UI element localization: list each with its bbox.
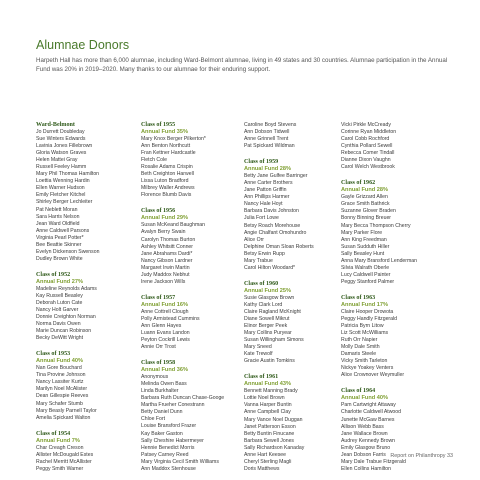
donor-name: Susan Sudduth Hiller [341,243,390,250]
donor-name: Martha Frueher Conestrann [141,402,205,409]
donor-name: Mary Dale Trabue Fitzgerald [341,458,406,465]
class-heading: Class of 1962 [341,180,376,187]
donor-name: Ruth Orr Napier [341,337,378,344]
donor-name: Damaris Steele [341,351,377,358]
class-heading: Class of 1959 [244,159,279,166]
donor-name: Betty Buntin Finucane [244,430,295,437]
donor-name-list [244,388,340,473]
donor-name: Peggy Stanford Palmer [341,278,395,285]
donor-name: Anne Grinnell Trent [244,136,289,143]
donor-column-4 [341,122,437,473]
donor-name: Lucy Caldwell Painter [341,271,391,278]
class-heading: Class of 1960 [244,280,279,287]
donor-name: Charlotte Caldwell Atwood [341,409,402,416]
donor-name: Mary Collins Puryear [244,330,292,337]
donor-name: Peyton Cockrill Lewis [141,337,190,344]
donor-name: Molly Dale Smith [341,344,380,351]
donor-name: Susie Glasgow Brown [244,294,295,301]
donor-name: Jo Durrett Doubleday [36,129,85,135]
section-spacer [36,422,132,431]
donor-name-list [341,309,437,379]
annual-fund-percentage: Annual Fund 25% [244,287,291,294]
annual-fund-percentage: Annual Fund 29% [141,215,188,222]
annual-fund-percentage: Annual Fund 36% [141,367,188,374]
intro-paragraph: Harpeth Hall has more than 6,000 alumnae, including Ward-Belmont alumnae, living in 49 states and 30 countries. Alumnae participation in the Annual Fund was 20% in 2019–2020. Many thanks to our alumnae for their enduring support. [36,57,448,74]
donor-name: Lissa Luton Bradford [141,178,189,185]
annual-fund-percentage: Annual Fund 17% [341,301,388,308]
donor-name: Grace Smith Bathrick [341,201,390,208]
section-spacer [341,286,437,295]
donor-name: Nancy Hale Hoyt [244,201,283,208]
class-heading: Class of 1963 [341,294,376,301]
section-spacer [141,351,237,360]
donor-name: Anne Campbell Clay [244,409,291,416]
donor-name: Julia Fort Lowe [244,215,279,222]
donor-name: Alice Orr [244,236,264,243]
donor-name: Patricia Byrn Litow [341,323,384,330]
class-section [141,360,237,473]
donor-name: Carol Hilton Woodard* [244,264,296,271]
donor-name: Allister McDougald Estes [36,451,94,458]
donor-name: Rebecca Comer Tindall [341,150,395,157]
donor-name: Nickye Yoakey Venters [341,365,394,372]
donor-name: Vanna Harper Buntin [244,402,292,409]
donor-name: Patsey Carney Reed [141,451,189,458]
donor-name: Alice Crownover Weymuller [341,372,405,379]
donor-name: Rosalie Adams Crispin [141,164,193,171]
class-heading: Class of 1961 [244,374,279,381]
donor-name: Pat Neblett Moran [36,206,78,213]
donor-name-list [244,295,340,365]
donor-name: Margaret Irwin Martin [141,264,190,271]
section-spacer [244,365,340,374]
donor-name: Peggy Smith Warner [36,465,84,472]
donor-name: Hennie Benedict Morris [141,444,195,451]
donor-name: Carol Welch Westbrook [341,164,395,171]
donor-name-list [36,365,132,421]
donor-name: Susan McKeand Baughman [141,222,206,229]
donor-name: Fran Kettner Hardcastle [141,150,196,157]
class-section [244,122,340,150]
donor-name: Anna Mary Bransford Lenderman [341,257,418,264]
donor-name: Beth Creighton Harwell [141,171,194,178]
donor-name: Polly Armistead Cummins [141,315,200,322]
section-spacer [341,171,437,180]
donor-name: Ann King Freedman [341,236,387,243]
donor-name: Bee Beattie Skinner [36,241,82,248]
donor-name: Chloe Fort [141,416,165,423]
class-heading: Class of 1957 [141,294,176,301]
class-section [36,351,132,421]
donor-name: Emily Glasgow Bruno [341,444,391,451]
donor-name: Jane Abrahams Dardi* [141,250,193,257]
donor-name: Ann Phillips Harmer [244,194,290,201]
donor-name: Audrey Kennedy Brown [341,437,396,444]
donor-name: Tina Provine Johnson [36,372,86,379]
donor-name: Nancy Holt Garver [36,307,79,314]
donor-name: Ann Benton Northcutt [141,143,191,150]
donor-name-list [141,136,237,199]
class-heading: Class of 1954 [36,430,71,437]
donor-name: Ellen Collins Hamilton [341,465,391,472]
donor-name: Judy Maddox Nebhut [141,271,190,278]
class-heading: Class of 1958 [141,360,176,367]
section-spacer [141,286,237,295]
donor-name: Florence Blumb Davis [141,192,192,199]
donor-name-list [341,194,437,286]
donor-name: Fletch Cole [141,157,167,164]
donor-name: Sally Beasley Hunt [341,250,385,257]
donor-name: Ann Maddox Stenhouse [141,465,196,472]
class-heading: Class of 1964 [341,388,376,395]
donor-name: Carol Cobb Rochford [341,136,390,143]
donor-name: Cheryl Sterling Magli [244,458,292,465]
donor-name: Barbara Davis Johnston [244,208,299,215]
donor-name: Nan Gore Bouchard [36,365,82,372]
donor-column-2 [141,122,237,473]
donor-name: Virginia Pearl Potter* [36,234,84,241]
section-spacer [244,272,340,281]
class-section [141,122,237,199]
donor-name: Pat Spickard Wildman [244,143,295,150]
donor-name: Avalyn Berry Swain [141,229,186,236]
annual-fund-percentage: Annual Fund 16% [141,301,188,308]
donor-name: Ann Glenn Hayes [141,322,182,329]
donor-name: Nancy Gibson Lardner [141,257,193,264]
donor-name: Mary Schafer Stumb [36,400,83,407]
donor-name: Sally Cheshire Habermeyer [141,437,204,444]
donor-name: Cynthia Pollard Sewell [341,143,393,150]
donor-name: Russell Feeley Hamm [36,164,87,171]
donor-name: Kay Baker Gaston [141,430,183,437]
donor-name-list [141,222,237,285]
donor-name: Lavinia Jones Fillebrown [36,143,93,150]
class-heading: Class of 1955 [141,122,176,128]
donor-name: Shirley Berger Lechleiter [36,199,93,206]
donor-name: Mary Vance Noel Duggan [244,416,303,423]
donor-name: Diane Sowell Mikrut [244,315,290,322]
donor-name: Vicky Smith Tarleton [341,358,388,365]
donor-name: Mary Virginia Cecil Smith Williams [141,458,219,465]
donor-name-list [341,122,437,171]
donor-name: Mary Trabue [244,257,273,264]
page-footer: Report on Philanthropy 33 [390,453,453,459]
class-section [341,388,437,472]
section-spacer [36,342,132,351]
donor-name: Norma Davis Owen [36,321,81,328]
donor-column-3 [244,122,340,473]
donor-name-list [141,374,237,473]
annual-fund-percentage: Annual Fund 7% [36,437,80,444]
section-spacer [36,263,132,272]
donor-name: Madeline Reynolds Adams [36,285,97,292]
donor-name: Nancy Lassiter Kurtz [36,379,84,386]
donor-name: Suzanne Glover Braden [341,208,396,215]
donor-name: Vicki Pirkle McCready [341,122,391,128]
donor-name: Anonymous [141,374,169,381]
donor-name: Elinor Berger Peek [244,323,288,330]
class-section [36,272,132,342]
donor-name: Mary Parker Flore [341,229,383,236]
donor-name-list [244,173,340,272]
donor-name: Evelyn Dickenson Swenson [36,248,100,255]
donor-name: Caroline Boyd Stevens [244,122,297,128]
class-heading: Ward-Belmont [36,122,75,128]
donor-name: Susan Willingham Simons [244,337,304,344]
class-section [244,281,340,365]
donor-name: Amelia Spickard Walton [36,414,91,421]
donor-name: Melinda Owen Bass [141,381,187,388]
donor-name: Betty Daniel Dunn [141,409,183,416]
donor-name: Char Creagh Creson [36,444,84,451]
page-title: Alumnae Donors [36,38,130,52]
donor-name-list [36,286,132,342]
annual-fund-percentage: Annual Fund 43% [244,381,291,388]
donor-name: Claire Hooper Drowota [341,308,394,315]
donor-name: Dudley Brown White [36,255,83,262]
annual-fund-percentage: Annual Fund 27% [36,278,83,285]
donor-name-list [36,445,132,473]
donor-name-list [244,122,340,150]
donor-name: Mary Knox Berger Pilkerton* [141,136,206,142]
donor-name: Jean Ward Oldfield [36,220,80,227]
donor-name: Louise Bransford Frazer [141,423,197,430]
annual-fund-percentage: Annual Fund 28% [341,187,388,194]
donor-name: Carolyn Thomas Burton [141,236,196,243]
donor-name-list [36,129,132,263]
donor-name: Milbrey Waller Andrews [141,185,195,192]
donor-name: Delphine Oman Sloan Roberts [244,243,314,250]
donor-name: Barbara Ruth Duncan Chase-Googe [141,395,225,402]
donor-name: Deborah Luton Cate [36,299,83,306]
donor-name: Pam Cartwright Attaway [341,402,396,409]
donor-name: Claire Ragland McKnight [244,308,301,315]
donor-name: Ashley Whitsitt Conner [141,243,193,250]
class-section [36,122,132,263]
donor-name: Angie Chalfant Omohundro [244,229,307,236]
donor-name: Betty Jane Gulfee Barringer [244,173,308,180]
donor-name: Gracie Austin Tomkins [244,358,295,365]
donor-name: Becky DeWitt Wright [36,335,84,342]
section-spacer [141,199,237,208]
donor-name: Annie Orr Trost [141,344,176,351]
class-section [141,295,237,351]
donor-name: Junette McGaw Barnes [341,416,395,423]
annual-fund-percentage: Annual Fund 35% [141,129,188,135]
donor-name: Marie Duncan Robinson [36,328,92,335]
annual-fund-percentage: Annual Fund 40% [36,358,83,365]
donor-name: Jane Patton Griffin [244,187,287,194]
donor-name: Helen Mattei Gray [36,157,78,164]
donor-name: Sue Winters Edwards [36,136,86,143]
class-heading: Class of 1952 [36,271,71,278]
donor-name: Emily Fletcher Kitchel [36,192,86,199]
donor-name: Luann Evans Landon [141,329,190,336]
donor-column-1 [36,122,132,473]
donor-name: Mary Beasly Parnell Taylor [36,407,97,414]
donor-name: Donnie Creighton Norman [36,314,96,321]
donor-name: Ann Dobson Tidwell [244,129,290,136]
donor-name: Jane Wallace Brown [341,430,388,437]
class-section [244,374,340,473]
donor-name: Linda Burkhalter [141,388,179,395]
donor-name: Betsy Roach Morehouse [244,222,301,229]
donor-name: Mary Sneed [244,344,272,351]
section-spacer [341,379,437,388]
donor-name: Kate Trewolf [244,351,273,358]
donor-name: Mary Becca Thompson Cherry [341,222,411,229]
annual-fund-percentage: Annual Fund 28% [244,166,291,173]
donor-name: Loettia Wenning Hardin [36,178,90,185]
donor-name: Jean Dobson Farris [341,451,386,458]
donor-name: Sally Richardson Kanaday [244,444,305,451]
donor-name: Anne Hart Keesee [244,451,287,458]
donor-name: Marilyn Noel McAlister [36,386,88,393]
donor-name: Rachel Merritt McAllister [36,458,92,465]
donor-name-list [341,402,437,472]
donor-name: Anne Caldwell Parsons [36,227,90,234]
section-spacer [244,150,340,159]
donor-name: Barbara Sewell Jones [244,437,295,444]
donor-name: Silvia Walrath Oberle [341,264,390,271]
donor-name: Kathy Clark Lord [244,301,283,308]
donor-name: Sara Harris Nelson [36,213,80,220]
class-section [244,159,340,272]
donor-name: Peggy Handly Fitzgerald [341,315,398,322]
donor-name: Gayle Grizzard Allen [341,194,388,201]
donor-name: Liz Scott McWilliams [341,330,389,337]
donor-name: Irene Jackson Wills [141,278,186,285]
donor-name: Betsy Erwin Rupp [244,250,285,257]
donor-name: Anne Cottrell Clough [141,308,189,315]
class-heading: Class of 1953 [36,351,71,358]
donor-name: Doris Matthews [244,465,280,472]
class-heading: Class of 1956 [141,208,176,215]
donor-name: Dianne Dixon Vaughn [341,157,391,164]
class-section [141,208,237,285]
donor-name: Anne Carter Brothers [244,180,293,187]
annual-fund-percentage: Annual Fund 40% [341,395,388,402]
donor-name: Kay Russell Beasley [36,292,83,299]
donor-name: Allison Webb Bass [341,423,384,430]
class-section [36,431,132,473]
class-section [341,122,437,171]
donor-name: Janet Patterson Esson [244,423,296,430]
class-section [341,180,437,286]
donor-name: Corinne Ryan Middleton [341,129,397,136]
donor-name: Bonny Binning Breuer [341,215,392,222]
donor-name: Ellen Warner Hudson [36,185,85,192]
donor-name: Bennett Manning Brady [244,388,298,395]
donor-name-list [141,309,237,351]
donor-name: Dean Gillespie Reeves [36,393,89,400]
donor-name: Lottie Noel Brown [244,395,285,402]
donor-name: Gloria Watson Graves [36,150,87,157]
donor-name: Mary Phil Thomas Hamilton [36,171,100,178]
class-section [341,295,437,379]
